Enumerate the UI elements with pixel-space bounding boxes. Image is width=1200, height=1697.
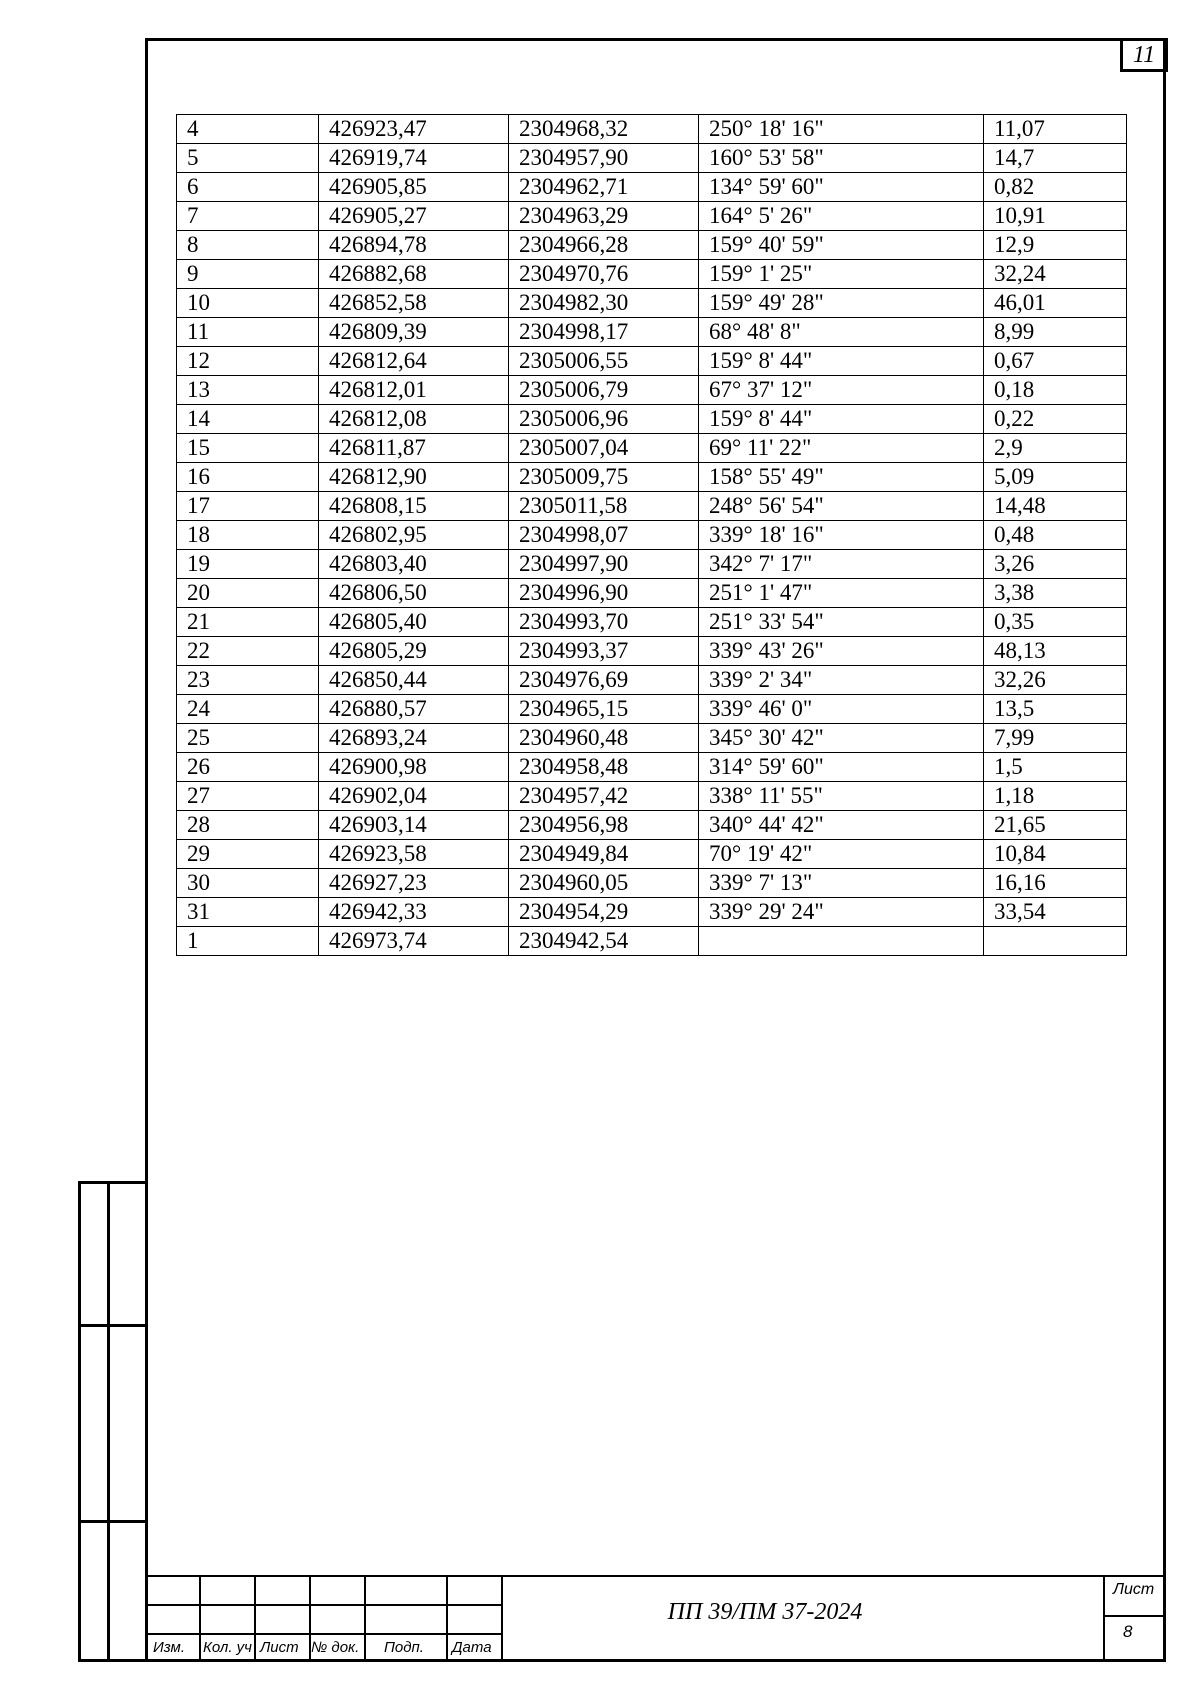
x-coordinate-cell: 426812,08 bbox=[319, 405, 509, 434]
direction-angle-cell: 159° 8' 44" bbox=[699, 347, 984, 376]
x-coordinate-cell: 426942,33 bbox=[319, 898, 509, 927]
x-coordinate-cell: 426803,40 bbox=[319, 550, 509, 579]
point-number-cell: 15 bbox=[177, 434, 319, 463]
point-number-cell: 13 bbox=[177, 376, 319, 405]
direction-angle-cell: 339° 43' 26" bbox=[699, 637, 984, 666]
table-row bbox=[177, 782, 1127, 811]
direction-angle-cell: 314° 59' 60" bbox=[699, 753, 984, 782]
length-cell: 0,35 bbox=[984, 608, 1127, 637]
point-number-cell: 6 bbox=[177, 173, 319, 202]
date-label: Дата bbox=[452, 1639, 492, 1656]
x-coordinate-cell: 426880,57 bbox=[319, 695, 509, 724]
direction-angle-cell: 251° 33' 54" bbox=[699, 608, 984, 637]
point-number-cell: 21 bbox=[177, 608, 319, 637]
length-cell: 14,7 bbox=[984, 144, 1127, 173]
x-coordinate-cell: 426808,15 bbox=[319, 492, 509, 521]
direction-angle-cell: 159° 8' 44" bbox=[699, 405, 984, 434]
x-coordinate-cell: 426802,95 bbox=[319, 521, 509, 550]
table-row bbox=[177, 463, 1127, 492]
table-row bbox=[177, 724, 1127, 753]
table-row bbox=[177, 811, 1127, 840]
length-cell bbox=[984, 927, 1127, 956]
y-coordinate-cell: 2305006,96 bbox=[509, 405, 699, 434]
x-coordinate-cell: 426919,74 bbox=[319, 144, 509, 173]
y-coordinate-cell: 2304970,76 bbox=[509, 260, 699, 289]
x-coordinate-cell: 426927,23 bbox=[319, 869, 509, 898]
length-cell: 1,5 bbox=[984, 753, 1127, 782]
x-coordinate-cell: 426812,90 bbox=[319, 463, 509, 492]
point-number-cell: 26 bbox=[177, 753, 319, 782]
table-row bbox=[177, 637, 1127, 666]
x-coordinate-cell: 426812,01 bbox=[319, 376, 509, 405]
point-number-cell: 5 bbox=[177, 144, 319, 173]
x-coordinate-cell: 426805,29 bbox=[319, 637, 509, 666]
y-coordinate-cell: 2304993,70 bbox=[509, 608, 699, 637]
point-number-cell: 25 bbox=[177, 724, 319, 753]
length-cell: 46,01 bbox=[984, 289, 1127, 318]
length-cell: 0,22 bbox=[984, 405, 1127, 434]
table-row bbox=[177, 115, 1127, 144]
x-coordinate-cell: 426805,40 bbox=[319, 608, 509, 637]
x-coordinate-cell: 426806,50 bbox=[319, 579, 509, 608]
direction-angle-cell: 248° 56' 54" bbox=[699, 492, 984, 521]
x-coordinate-cell: 426923,47 bbox=[319, 115, 509, 144]
table-row bbox=[177, 173, 1127, 202]
direction-angle-cell: 342° 7' 17" bbox=[699, 550, 984, 579]
y-coordinate-cell: 2304997,90 bbox=[509, 550, 699, 579]
table-row bbox=[177, 550, 1127, 579]
y-coordinate-cell: 2304998,07 bbox=[509, 521, 699, 550]
point-number-cell: 29 bbox=[177, 840, 319, 869]
y-coordinate-cell: 2304954,29 bbox=[509, 898, 699, 927]
table-row bbox=[177, 405, 1127, 434]
y-coordinate-cell: 2305006,55 bbox=[509, 347, 699, 376]
stamp-sheet-line bbox=[1103, 1615, 1166, 1617]
length-cell: 14,48 bbox=[984, 492, 1127, 521]
point-number-cell: 7 bbox=[177, 202, 319, 231]
direction-angle-cell: 338° 11' 55" bbox=[699, 782, 984, 811]
x-coordinate-cell: 426905,85 bbox=[319, 173, 509, 202]
length-cell: 32,24 bbox=[984, 260, 1127, 289]
point-number-cell: 11 bbox=[177, 318, 319, 347]
length-cell: 2,9 bbox=[984, 434, 1127, 463]
x-coordinate-cell: 426903,14 bbox=[319, 811, 509, 840]
y-coordinate-cell: 2304957,90 bbox=[509, 144, 699, 173]
direction-angle-cell: 68° 48' 8" bbox=[699, 318, 984, 347]
table-row bbox=[177, 927, 1127, 956]
point-number-cell: 18 bbox=[177, 521, 319, 550]
y-coordinate-cell: 2304998,17 bbox=[509, 318, 699, 347]
x-coordinate-cell: 426923,58 bbox=[319, 840, 509, 869]
binding-strip bbox=[78, 1181, 148, 1662]
table-row bbox=[177, 898, 1127, 927]
point-number-cell: 12 bbox=[177, 347, 319, 376]
y-coordinate-cell: 2304963,29 bbox=[509, 202, 699, 231]
table-row bbox=[177, 289, 1127, 318]
table-row bbox=[177, 695, 1127, 724]
y-coordinate-cell: 2304965,15 bbox=[509, 695, 699, 724]
page-number: 11 bbox=[1120, 38, 1168, 72]
length-cell: 48,13 bbox=[984, 637, 1127, 666]
direction-angle-cell: 339° 18' 16" bbox=[699, 521, 984, 550]
document-code: ПП 39/ПМ 37-2024 bbox=[667, 1599, 863, 1625]
table-row bbox=[177, 260, 1127, 289]
y-coordinate-cell: 2304960,05 bbox=[509, 869, 699, 898]
izm-label: Изм. bbox=[153, 1639, 185, 1656]
length-cell: 5,09 bbox=[984, 463, 1127, 492]
point-number-cell: 16 bbox=[177, 463, 319, 492]
direction-angle-cell: 70° 19' 42" bbox=[699, 840, 984, 869]
direction-angle-cell: 159° 49' 28" bbox=[699, 289, 984, 318]
strip-divider bbox=[81, 1520, 145, 1523]
direction-angle-cell: 251° 1' 47" bbox=[699, 579, 984, 608]
table-row bbox=[177, 347, 1127, 376]
doc-no-label: № док. bbox=[311, 1639, 360, 1656]
length-cell: 21,65 bbox=[984, 811, 1127, 840]
x-coordinate-cell: 426852,58 bbox=[319, 289, 509, 318]
direction-angle-cell: 67° 37' 12" bbox=[699, 376, 984, 405]
coordinates-table bbox=[176, 114, 1127, 956]
point-number-cell: 28 bbox=[177, 811, 319, 840]
sheet-number: 8 bbox=[1123, 1622, 1133, 1641]
table-row bbox=[177, 753, 1127, 782]
x-coordinate-cell: 426850,44 bbox=[319, 666, 509, 695]
table-row bbox=[177, 521, 1127, 550]
length-cell: 12,9 bbox=[984, 231, 1127, 260]
length-cell: 33,54 bbox=[984, 898, 1127, 927]
direction-angle-cell: 339° 29' 24" bbox=[699, 898, 984, 927]
point-number-cell: 30 bbox=[177, 869, 319, 898]
y-coordinate-cell: 2305011,58 bbox=[509, 492, 699, 521]
point-number-cell: 4 bbox=[177, 115, 319, 144]
title-block bbox=[145, 1575, 1166, 1662]
y-coordinate-cell: 2304960,48 bbox=[509, 724, 699, 753]
x-coordinate-cell: 426811,87 bbox=[319, 434, 509, 463]
length-cell: 0,67 bbox=[984, 347, 1127, 376]
table-row bbox=[177, 376, 1127, 405]
direction-angle-cell: 134° 59' 60" bbox=[699, 173, 984, 202]
y-coordinate-cell: 2304993,37 bbox=[509, 637, 699, 666]
point-number-cell: 20 bbox=[177, 579, 319, 608]
list-label: Лист bbox=[260, 1639, 299, 1656]
direction-angle-cell: 340° 44' 42" bbox=[699, 811, 984, 840]
table-row bbox=[177, 202, 1127, 231]
y-coordinate-cell: 2304962,71 bbox=[509, 173, 699, 202]
length-cell: 11,07 bbox=[984, 115, 1127, 144]
table-row bbox=[177, 666, 1127, 695]
y-coordinate-cell: 2304958,48 bbox=[509, 753, 699, 782]
direction-angle-cell: 339° 2' 34" bbox=[699, 666, 984, 695]
direction-angle-cell: 339° 46' 0" bbox=[699, 695, 984, 724]
point-number-cell: 27 bbox=[177, 782, 319, 811]
table-row bbox=[177, 231, 1127, 260]
length-cell: 10,91 bbox=[984, 202, 1127, 231]
length-cell: 10,84 bbox=[984, 840, 1127, 869]
length-cell: 3,38 bbox=[984, 579, 1127, 608]
direction-angle-cell: 250° 18' 16" bbox=[699, 115, 984, 144]
table-row bbox=[177, 144, 1127, 173]
point-number-cell: 10 bbox=[177, 289, 319, 318]
x-coordinate-cell: 426973,74 bbox=[319, 927, 509, 956]
y-coordinate-cell: 2305009,75 bbox=[509, 463, 699, 492]
length-cell: 1,18 bbox=[984, 782, 1127, 811]
length-cell: 0,18 bbox=[984, 376, 1127, 405]
point-number-cell: 8 bbox=[177, 231, 319, 260]
point-number-cell: 31 bbox=[177, 898, 319, 927]
y-coordinate-cell: 2305007,04 bbox=[509, 434, 699, 463]
table-row bbox=[177, 579, 1127, 608]
y-coordinate-cell: 2304966,28 bbox=[509, 231, 699, 260]
x-coordinate-cell: 426893,24 bbox=[319, 724, 509, 753]
length-cell: 13,5 bbox=[984, 695, 1127, 724]
sheet-label: Лист bbox=[1113, 1581, 1155, 1598]
table-row bbox=[177, 608, 1127, 637]
podp-label: Подп. bbox=[384, 1639, 424, 1656]
x-coordinate-cell: 426809,39 bbox=[319, 318, 509, 347]
direction-angle-cell: 164° 5' 26" bbox=[699, 202, 984, 231]
length-cell: 3,26 bbox=[984, 550, 1127, 579]
y-coordinate-cell: 2304982,30 bbox=[509, 289, 699, 318]
table-row bbox=[177, 869, 1127, 898]
table-row bbox=[177, 434, 1127, 463]
direction-angle-cell: 159° 40' 59" bbox=[699, 231, 984, 260]
point-number-cell: 1 bbox=[177, 927, 319, 956]
y-coordinate-cell: 2304949,84 bbox=[509, 840, 699, 869]
table-row bbox=[177, 492, 1127, 521]
y-coordinate-cell: 2304956,98 bbox=[509, 811, 699, 840]
table-row bbox=[177, 318, 1127, 347]
point-number-cell: 14 bbox=[177, 405, 319, 434]
point-number-cell: 17 bbox=[177, 492, 319, 521]
length-cell: 0,48 bbox=[984, 521, 1127, 550]
x-coordinate-cell: 426900,98 bbox=[319, 753, 509, 782]
direction-angle-cell: 158° 55' 49" bbox=[699, 463, 984, 492]
point-number-cell: 19 bbox=[177, 550, 319, 579]
direction-angle-cell bbox=[699, 927, 984, 956]
x-coordinate-cell: 426902,04 bbox=[319, 782, 509, 811]
strip-divider bbox=[81, 1324, 145, 1327]
direction-angle-cell: 160° 53' 58" bbox=[699, 144, 984, 173]
length-cell: 8,99 bbox=[984, 318, 1127, 347]
point-number-cell: 22 bbox=[177, 637, 319, 666]
length-cell: 16,16 bbox=[984, 869, 1127, 898]
y-coordinate-cell: 2304957,42 bbox=[509, 782, 699, 811]
y-coordinate-cell: 2304968,32 bbox=[509, 115, 699, 144]
direction-angle-cell: 339° 7' 13" bbox=[699, 869, 984, 898]
length-cell: 0,82 bbox=[984, 173, 1127, 202]
direction-angle-cell: 345° 30' 42" bbox=[699, 724, 984, 753]
kol-uch-label: Кол. уч bbox=[203, 1639, 252, 1656]
x-coordinate-cell: 426882,68 bbox=[319, 260, 509, 289]
table-row bbox=[177, 840, 1127, 869]
y-coordinate-cell: 2304942,54 bbox=[509, 927, 699, 956]
x-coordinate-cell: 426812,64 bbox=[319, 347, 509, 376]
y-coordinate-cell: 2304996,90 bbox=[509, 579, 699, 608]
strip-divider bbox=[107, 1184, 110, 1659]
x-coordinate-cell: 426905,27 bbox=[319, 202, 509, 231]
point-number-cell: 23 bbox=[177, 666, 319, 695]
point-number-cell: 9 bbox=[177, 260, 319, 289]
length-cell: 32,26 bbox=[984, 666, 1127, 695]
direction-angle-cell: 69° 11' 22" bbox=[699, 434, 984, 463]
y-coordinate-cell: 2305006,79 bbox=[509, 376, 699, 405]
direction-angle-cell: 159° 1' 25" bbox=[699, 260, 984, 289]
y-coordinate-cell: 2304976,69 bbox=[509, 666, 699, 695]
length-cell: 7,99 bbox=[984, 724, 1127, 753]
point-number-cell: 24 bbox=[177, 695, 319, 724]
x-coordinate-cell: 426894,78 bbox=[319, 231, 509, 260]
